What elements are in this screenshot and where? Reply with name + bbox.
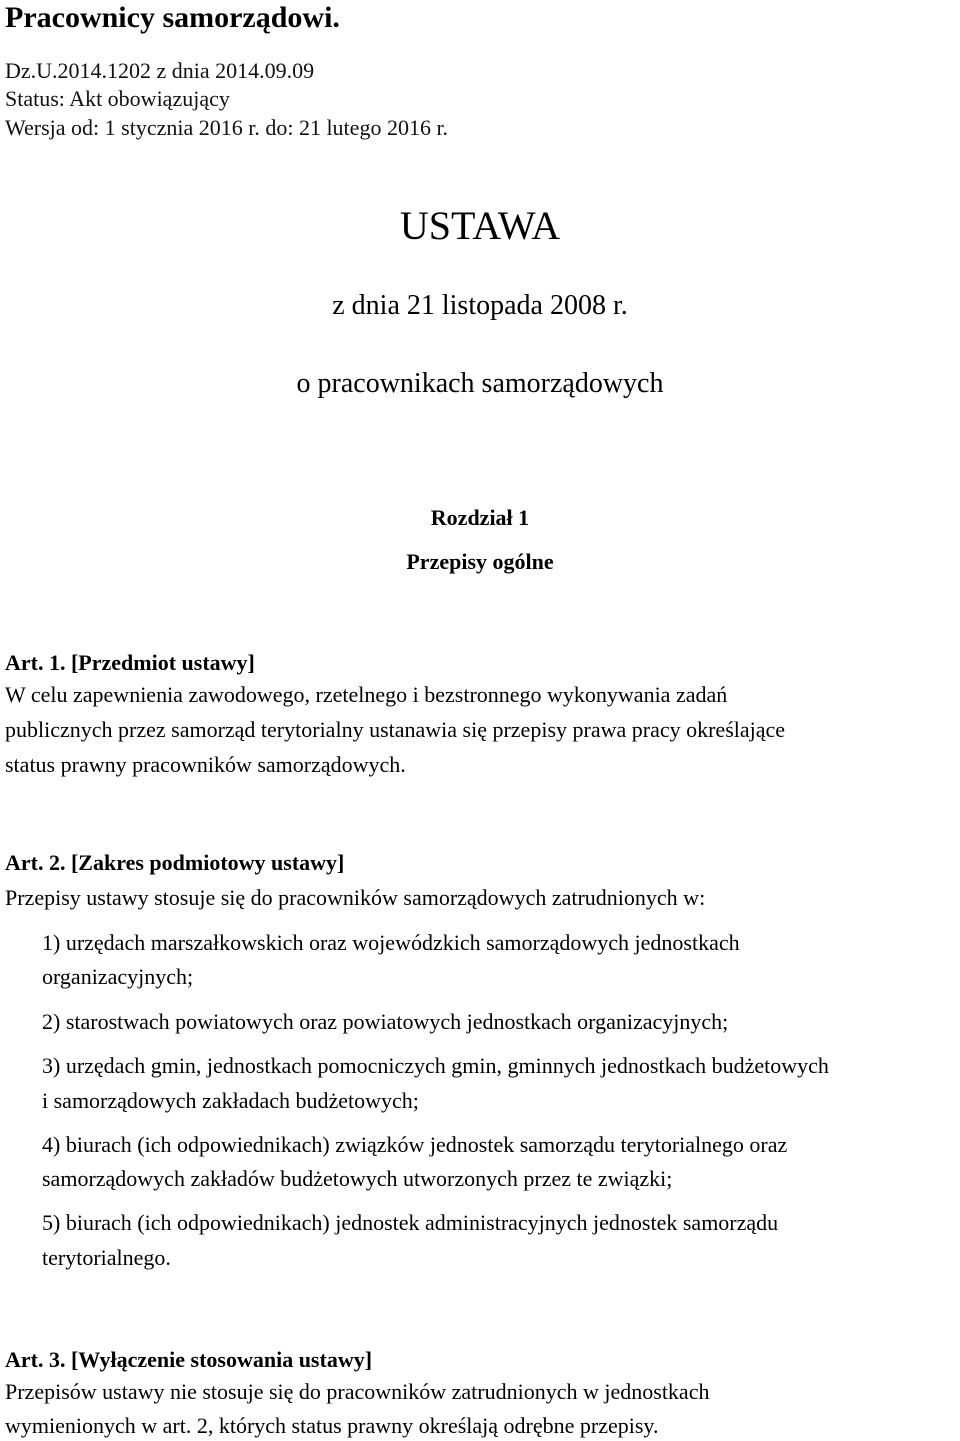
article-2-item-2: 2) starostwach powiatowych oraz powiatowych jednostkach organizacyjnych;	[42, 1009, 729, 1034]
article-2-item-3-cont: i samorządowych zakładach budżetowych;	[42, 1088, 419, 1113]
version-line: Wersja od: 1 stycznia 2016 r. do: 21 lutego 2016 r.	[5, 115, 449, 140]
article-3-text-line: Przepisów ustawy nie stosuje się do pracowników zatrudnionych w jednostkach	[5, 1379, 710, 1404]
article-2-text-line: Przepisy ustawy stosuje się do pracowników samorządowych zatrudnionych w:	[5, 885, 706, 910]
article-2-item-3: 3) urzędach gmin, jednostkach pomocniczych gmin, gminnych jednostkach budżetowych	[42, 1053, 829, 1078]
document-title: Pracownicy samorządowi.	[5, 1, 340, 34]
article-2-item-1-cont: organizacyjnych;	[42, 964, 194, 989]
chapter-title: Przepisy ogólne	[406, 549, 554, 574]
chapter-number: Rozdział 1	[430, 505, 530, 530]
article-3-heading: Art. 3. [Wyłączenie stosowania ustawy]	[5, 1347, 373, 1372]
article-3-text-line: wymienionych w art. 2, których status prawny określają odrębne przepisy.	[5, 1413, 659, 1438]
article-2-item-4-cont: samorządowych zakładów budżetowych utworzonych przez te związki;	[42, 1166, 673, 1191]
article-2-item-5: 5) biurach (ich odpowiednikach) jednostek administracyjnych jednostek samorządu	[42, 1210, 779, 1235]
journal-reference: Dz.U.2014.1202 z dnia 2014.09.09	[5, 58, 315, 83]
article-1-text-line: W celu zapewnienia zawodowego, rzetelnego i bezstronnego wykonywania zadań	[5, 682, 728, 707]
status-line: Status: Akt obowiązujący	[5, 86, 230, 111]
article-2-item-1: 1) urzędach marszałkowskich oraz wojewódzkich samorządowych jednostkach	[42, 930, 740, 955]
act-type: USTAWA	[399, 203, 561, 248]
article-1-text-line: publicznych przez samorząd terytorialny ustanawia się przepisy prawa pracy określające	[5, 717, 786, 742]
article-2-item-4: 4) biurach (ich odpowiednikach) związków jednostek samorządu terytorialnego oraz	[42, 1132, 788, 1157]
article-2-heading: Art. 2. [Zakres podmiotowy ustawy]	[5, 850, 345, 875]
article-2-item-5-cont: terytorialnego.	[42, 1245, 171, 1270]
article-1-text-line: status prawny pracowników samorządowych.	[5, 752, 406, 777]
article-1-heading: Art. 1. [Przedmiot ustawy]	[5, 650, 255, 675]
act-subject: o pracownikach samorządowych	[296, 368, 664, 399]
act-date: z dnia 21 listopada 2008 r.	[332, 290, 628, 321]
